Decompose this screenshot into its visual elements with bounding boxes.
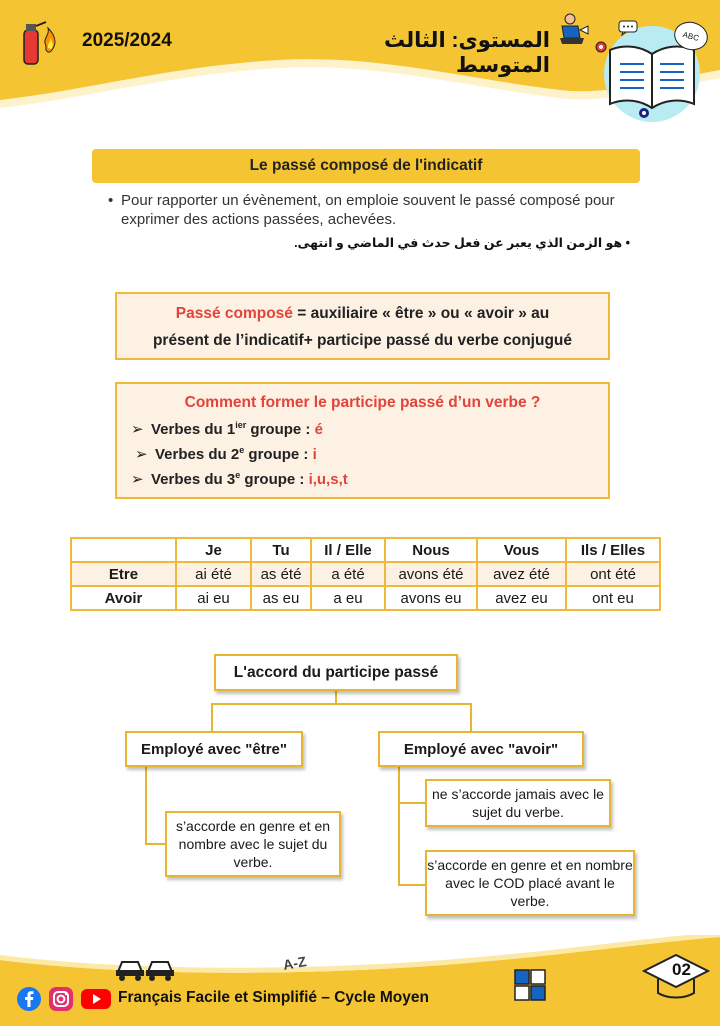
definition-fr-text: Pour rapporter un évènement, on emploie souvent le passé composé pour exprimer des actions passées, achevées. bbox=[121, 192, 615, 228]
az-label: A-Z bbox=[281, 953, 308, 973]
note-avoir-2: s’accorde en genre et en nombre avec le COD placé avant le verbe. bbox=[425, 850, 635, 916]
arrow-right-icon: ➢ bbox=[131, 471, 144, 488]
connector-line bbox=[145, 767, 147, 844]
table-cell: avons été bbox=[385, 562, 477, 586]
level-title: المستوى: الثالث المتوسط bbox=[383, 29, 550, 77]
table-cell: ont eu bbox=[566, 586, 660, 610]
connector-line bbox=[398, 802, 425, 804]
connector-line bbox=[470, 703, 472, 731]
table-cell: a été bbox=[311, 562, 385, 586]
table-header: Il / Elle bbox=[311, 538, 385, 562]
page-number: 02 bbox=[672, 960, 691, 979]
note-avoir-1: ne s’accorde jamais avec le sujet du verbe. bbox=[425, 779, 611, 827]
accord-title: L'accord du participe passé bbox=[214, 654, 458, 691]
table-cell: ai eu bbox=[176, 586, 251, 610]
group-3-rule: ➢ Verbes du 3e groupe : i,u,s,t bbox=[131, 470, 348, 488]
connector-line bbox=[211, 703, 213, 731]
table-cell: Etre bbox=[71, 562, 176, 586]
fire-extinguisher-icon bbox=[18, 16, 62, 68]
table-header bbox=[71, 538, 176, 562]
table-row bbox=[71, 586, 660, 610]
cars-icon bbox=[114, 952, 176, 982]
branch-avoir: Employé avec "avoir" bbox=[378, 731, 584, 767]
connector-line bbox=[398, 884, 425, 886]
bullet-definition-fr bbox=[108, 191, 648, 229]
table-header: Nous bbox=[385, 538, 477, 562]
bullet-definition-ar bbox=[294, 235, 630, 250]
group-2-ending: i bbox=[312, 446, 317, 463]
connector-line bbox=[398, 767, 400, 885]
table-header-row bbox=[71, 538, 660, 562]
youtube-icon[interactable] bbox=[80, 987, 112, 1011]
conjugation-table bbox=[70, 537, 661, 611]
student-reading-icon bbox=[556, 12, 590, 48]
participle-box bbox=[115, 382, 610, 499]
table-cell: Avoir bbox=[71, 586, 176, 610]
note-etre: s’accorde en genre et en nombre avec le sujet du verbe. bbox=[165, 811, 341, 877]
footer-band bbox=[0, 935, 720, 1026]
connector-line bbox=[211, 703, 471, 705]
table-row bbox=[71, 562, 660, 586]
group-1-ending: é bbox=[314, 421, 323, 438]
school-year: 2025/2024 bbox=[82, 30, 172, 51]
lesson-title: Le passé composé de l'indicatif bbox=[92, 149, 640, 183]
branch-etre: Employé avec "être" bbox=[125, 731, 303, 767]
formula-box bbox=[115, 292, 610, 360]
table-cell: avez eu bbox=[477, 586, 566, 610]
table-cell: as été bbox=[251, 562, 311, 586]
group-3-ending: i,u,s,t bbox=[308, 471, 348, 488]
table-cell: avons eu bbox=[385, 586, 477, 610]
footer-brand: Français Facile et Simplifié – Cycle Moyen bbox=[118, 989, 429, 1006]
formula-line1: = auxiliaire « être » ou « avoir » au bbox=[292, 305, 550, 322]
participle-question: Comment former le participe passé d’un verbe ? bbox=[184, 394, 541, 411]
connector-line bbox=[145, 843, 165, 845]
table-header: Je bbox=[176, 538, 251, 562]
bullet-dot: • bbox=[622, 236, 630, 250]
group-1-rule: ➢ Verbes du $1^{ier}$ groupe : é bbox=[131, 420, 323, 438]
formula-term: Passé composé bbox=[175, 305, 293, 322]
puzzle-icon bbox=[511, 966, 551, 1004]
flower-icon bbox=[637, 106, 651, 120]
table-header: Vous bbox=[477, 538, 566, 562]
abc-label: ABC bbox=[681, 29, 701, 43]
speech-bubble-icon bbox=[618, 20, 638, 36]
table-header: Tu bbox=[251, 538, 311, 562]
definition-ar-text: هو الزمن الذي يعبر عن فعل حدث في الماضي و انتهى. bbox=[294, 236, 623, 250]
formula-line2: présent de l’indicatif+ participe passé du verbe conjugué bbox=[152, 332, 573, 349]
arrow-right-icon: ➢ bbox=[135, 446, 148, 463]
bullet-dot: • bbox=[108, 192, 114, 209]
table-cell: avez été bbox=[477, 562, 566, 586]
table-cell: ai été bbox=[176, 562, 251, 586]
table-cell: ont été bbox=[566, 562, 660, 586]
instagram-icon[interactable] bbox=[48, 986, 74, 1012]
facebook-icon[interactable] bbox=[16, 986, 42, 1012]
arrow-right-icon: ➢ bbox=[131, 421, 144, 438]
table-cell: as eu bbox=[251, 586, 311, 610]
group-2-rule: ➢ Verbes du 2e groupe : i bbox=[135, 445, 317, 463]
table-cell: a eu bbox=[311, 586, 385, 610]
table-header: Ils / Elles bbox=[566, 538, 660, 562]
